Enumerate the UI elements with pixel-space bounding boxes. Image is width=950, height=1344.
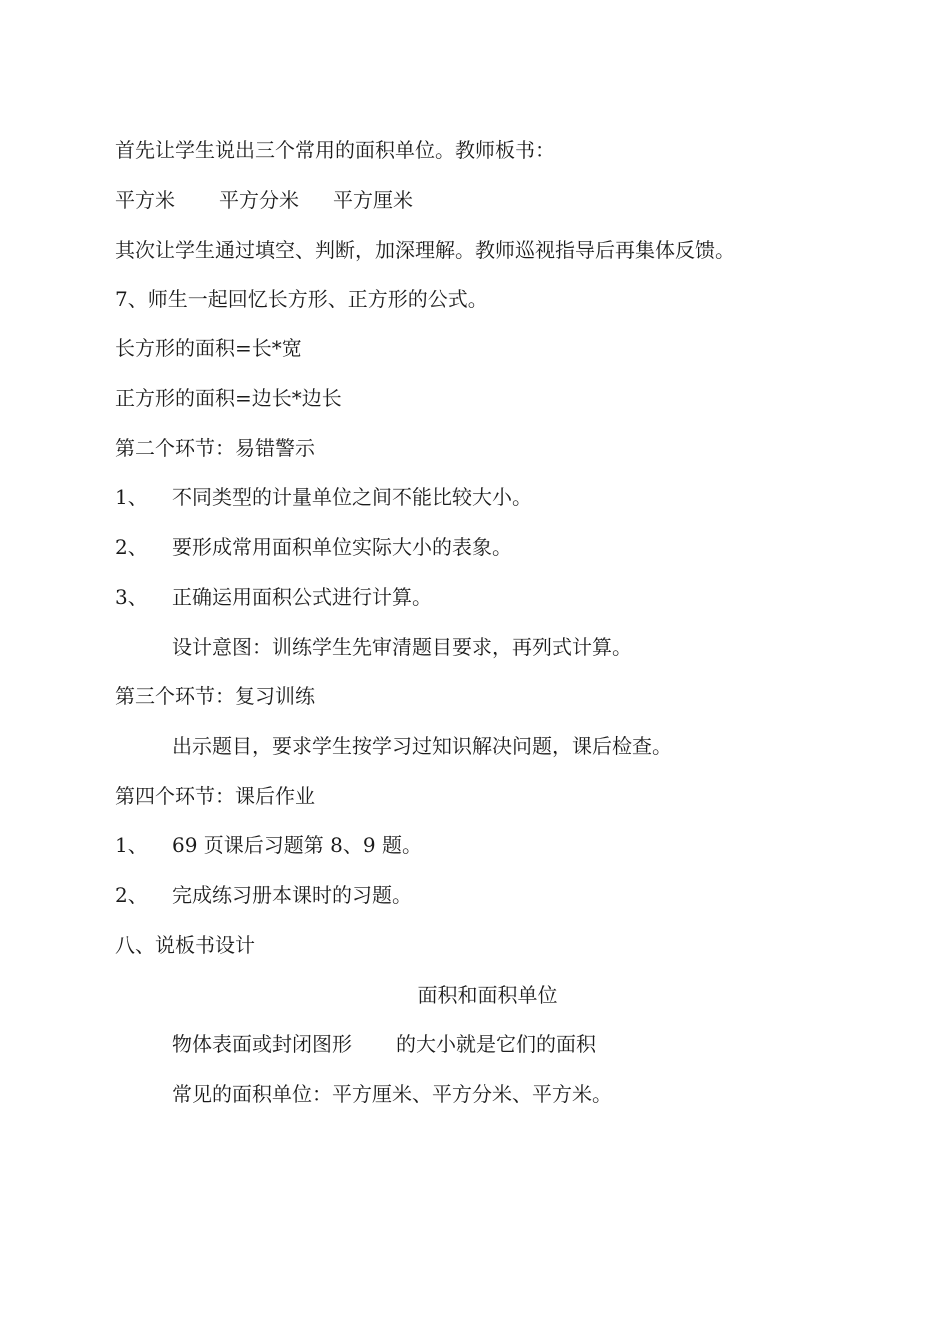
list-text: 不同类型的计量单位之间不能比较大小。: [172, 485, 532, 509]
list-number: 1、: [115, 485, 148, 509]
list-number: 1、: [115, 833, 148, 857]
list-number: 3、: [115, 585, 148, 609]
paragraph-exercise: 出示题目，要求学生按学习过知识解决问题，课后检查。: [172, 734, 672, 758]
section-heading-8: 八、说板书设计: [115, 933, 255, 957]
list-text: 完成练习册本课时的习题。: [172, 883, 412, 907]
section-heading-3: 第三个环节：复习训练: [115, 684, 315, 708]
definition-part-b: 的大小就是它们的面积: [396, 1032, 596, 1056]
unit-square-decimeter: 平方分米: [219, 188, 299, 212]
design-intent: 设计意图：训练学生先审清题目要求，再列式计算。: [172, 635, 632, 659]
unit-list: [115, 186, 413, 214]
list-text: 正确运用面积公式进行计算。: [172, 585, 432, 609]
list-number: 2、: [115, 535, 148, 559]
board-units: 常见的面积单位：平方厘米、平方分米、平方米。: [172, 1082, 612, 1106]
list-number: 2、: [115, 883, 148, 907]
unit-square-meter: 平方米: [115, 188, 175, 212]
list-text: 69 页课后习题第 8、9 题。: [172, 833, 422, 857]
list-item: [115, 881, 412, 909]
section-heading-4: 第四个环节：课后作业: [115, 784, 315, 808]
unit-square-centimeter: 平方厘米: [333, 188, 413, 212]
board-title: 面积和面积单位: [417, 983, 558, 1007]
list-text: 要形成常用面积单位实际大小的表象。: [172, 535, 512, 559]
formula-square: 正方形的面积=边长*边长: [115, 386, 342, 410]
definition-part-a: 物体表面或封闭图形: [172, 1032, 352, 1056]
section-heading-2: 第二个环节：易错警示: [115, 436, 315, 460]
list-item: [115, 831, 422, 859]
paragraph-intro: 首先让学生说出三个常用的面积单位。教师板书：: [115, 138, 555, 162]
board-definition: [172, 1030, 596, 1058]
list-item: [115, 583, 432, 611]
paragraph-step-7: 7、师生一起回忆长方形、正方形的公式。: [115, 287, 488, 311]
paragraph-second: 其次让学生通过填空、判断，加深理解。教师巡视指导后再集体反馈。: [115, 238, 735, 262]
list-item: [115, 533, 512, 561]
list-item: [115, 483, 532, 511]
formula-rectangle: 长方形的面积=长*宽: [115, 336, 302, 360]
